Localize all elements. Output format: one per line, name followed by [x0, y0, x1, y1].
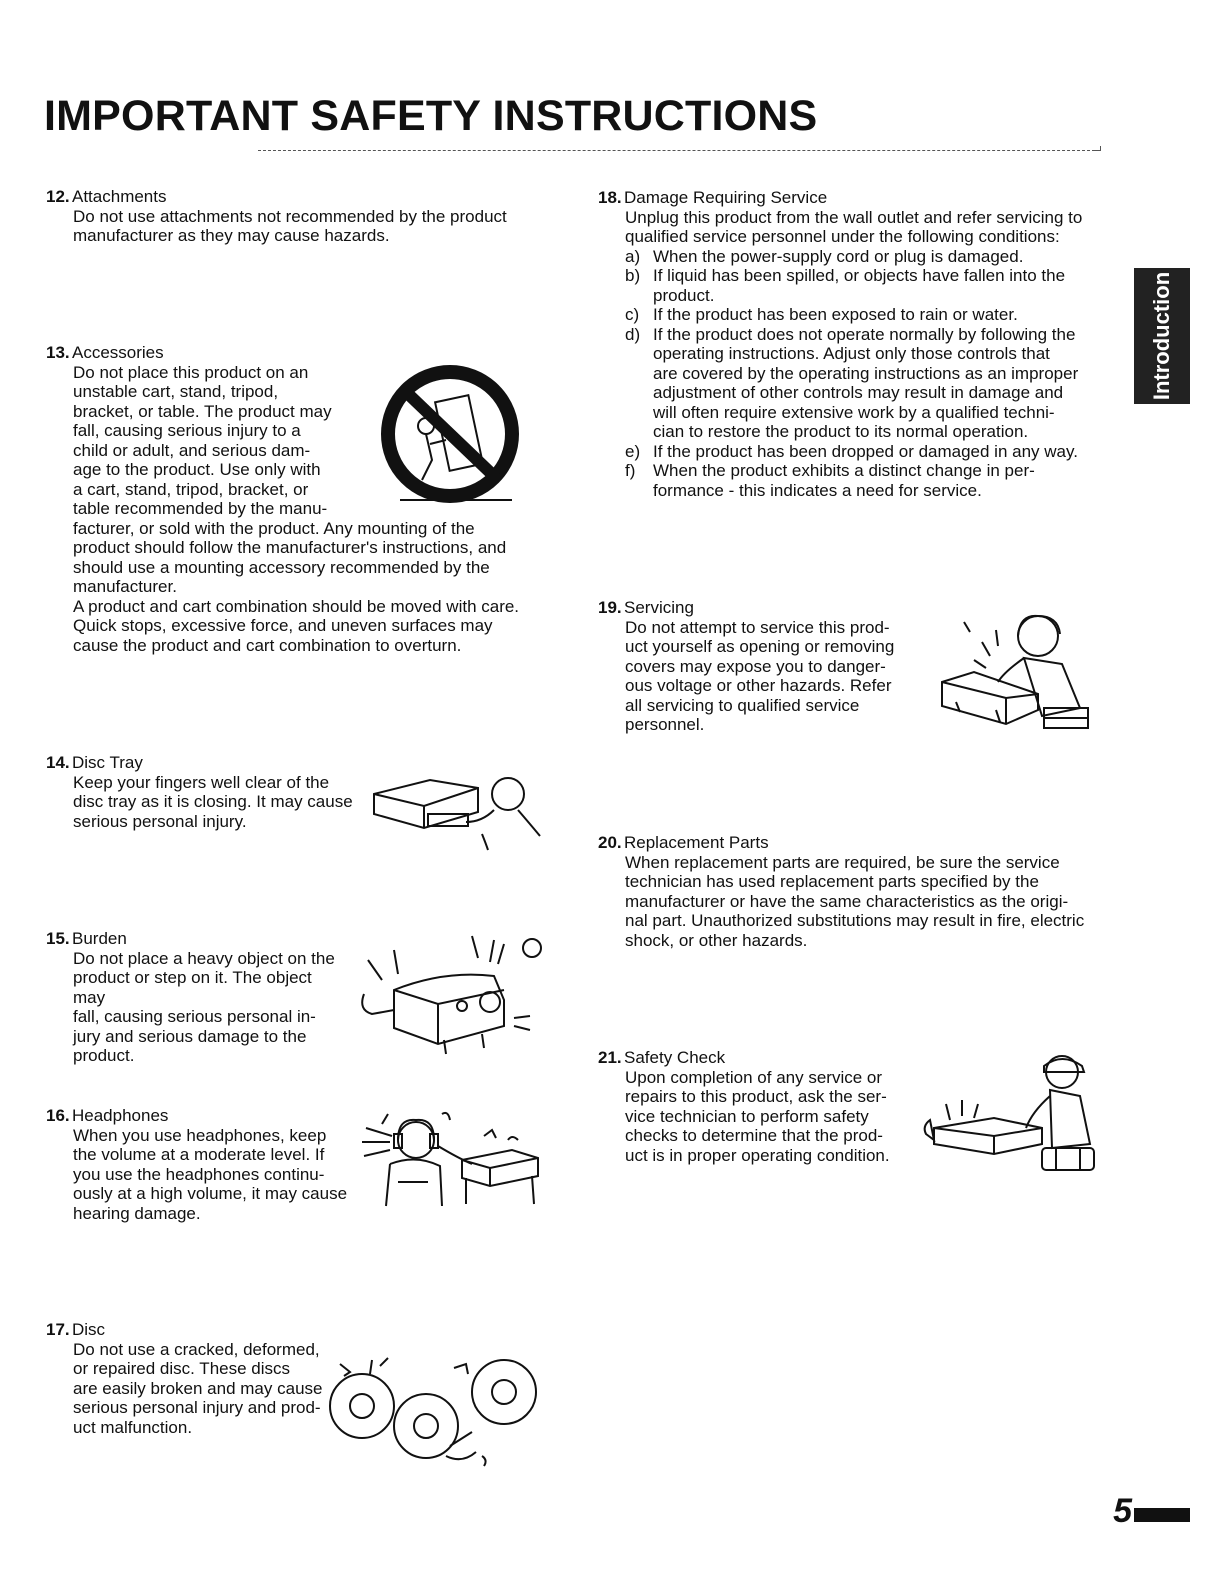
condition-line: When the power-supply cord or plug is damaged. — [653, 246, 1024, 266]
condition-letter: f) — [625, 461, 636, 480]
condition-letter: b) — [625, 266, 641, 285]
item-body — [73, 773, 366, 832]
no-cart-tip-over-icon — [380, 368, 520, 508]
item-line: should use a mounting accessory recommended by the — [73, 557, 490, 577]
condition-line: When the product exhibits a distinct change in per- — [653, 461, 1035, 480]
item-line: qualified service personnel under the following conditions: — [625, 227, 1060, 246]
item-line: Do not place this product on an — [73, 362, 309, 382]
item-line: vice technician to perform safety — [625, 1106, 869, 1126]
item-line: manufacturer or have the same characteristics as the origi- — [625, 891, 1069, 911]
condition-line: product. — [653, 285, 715, 305]
condition-item — [625, 247, 1102, 267]
condition-text — [653, 442, 1078, 462]
cracked-disc-icon — [326, 1356, 546, 1466]
item-line: Do not place a heavy object on the — [73, 948, 335, 968]
disc-tray-finger-icon — [370, 770, 540, 850]
item-line: uct yourself as opening or removing — [625, 637, 895, 656]
item-body — [625, 208, 1102, 501]
item-replacement-parts — [598, 833, 1102, 950]
safety-check-technician-icon — [914, 1056, 1104, 1176]
item-line: serious personal injury. — [73, 811, 247, 831]
item-line: jury and serious damage to the — [73, 1026, 307, 1046]
item-number: 19. — [598, 598, 622, 617]
item-number: 20. — [598, 833, 622, 852]
condition-line: If the product does not operate normally by following the — [653, 324, 1076, 344]
condition-item — [625, 442, 1102, 462]
item-heading-text: Replacement Parts — [624, 833, 769, 852]
item-number: 17. — [46, 1320, 70, 1339]
condition-list — [625, 247, 1102, 501]
item-line: repairs to this product, ask the ser- — [625, 1087, 887, 1106]
item-line: technician has used replacement parts specified by the — [625, 872, 1039, 891]
condition-letter: c) — [625, 305, 640, 324]
condition-line: operating instructions. Adjust only those controls that — [653, 344, 1050, 363]
item-line: ous voltage or other hazards. Refer — [625, 676, 892, 695]
item-servicing — [598, 598, 904, 735]
item-line: are easily broken and may cause — [73, 1378, 323, 1398]
item-line: uct is in proper operating condition. — [625, 1145, 890, 1165]
item-heading — [598, 598, 904, 618]
item-line: table recommended by the manu- — [73, 499, 328, 518]
condition-text — [653, 461, 1035, 500]
item-number: 18. — [598, 188, 622, 207]
item-heading — [46, 343, 546, 363]
item-line: cause the product and cart combination to overturn. — [73, 635, 462, 655]
item-number: 15. — [46, 929, 70, 948]
item-heading — [46, 929, 346, 949]
item-line: shock, or other hazards. — [625, 930, 808, 950]
item-heading-text: Disc — [72, 1320, 106, 1339]
condition-line: formance - this indicates a need for service. — [653, 480, 982, 500]
item-line: Upon completion of any service or — [625, 1067, 883, 1087]
item-burden — [46, 929, 346, 1066]
item-line: child or adult, and serious dam- — [73, 440, 311, 460]
item-line: product or step on it. The object may — [73, 968, 312, 1007]
item-line: hearing damage. — [73, 1203, 201, 1223]
title-rule — [258, 150, 1100, 151]
item-body — [625, 618, 904, 735]
item-body — [625, 853, 1102, 951]
item-heading — [598, 833, 1102, 853]
item-line: facturer, or sold with the product. Any mounting of the — [73, 518, 475, 538]
item-attachments — [46, 187, 546, 246]
item-heading — [46, 753, 366, 773]
condition-item — [625, 325, 1102, 442]
item-heading-text: Headphones — [72, 1106, 169, 1125]
condition-line: will often require extensive work by a qualified techni- — [653, 402, 1055, 422]
condition-text — [653, 305, 1018, 325]
condition-letter: a) — [625, 246, 641, 266]
item-heading-text: Servicing — [624, 598, 694, 617]
item-line: covers may expose you to danger- — [625, 656, 886, 676]
page-number-bar — [1134, 1508, 1190, 1522]
item-line: fall, causing serious injury to a — [73, 421, 301, 440]
item-heading — [46, 187, 546, 207]
item-heading-text: Damage Requiring Service — [624, 188, 828, 207]
item-safety-check — [598, 1048, 904, 1165]
item-heading-text: Disc Tray — [72, 753, 143, 772]
item-line: Do not use attachments not recommended by the product — [73, 206, 507, 226]
item-heading-text: Attachments — [72, 187, 167, 206]
item-line: or repaired disc. These discs — [73, 1359, 291, 1378]
item-line: checks to determine that the prod- — [625, 1126, 883, 1145]
item-body — [625, 1068, 904, 1166]
item-line: ously at a high volume, it may cause — [73, 1184, 348, 1203]
item-disc — [46, 1320, 336, 1437]
item-line: unstable cart, stand, tripod, — [73, 382, 279, 401]
condition-line: If liquid has been spilled, or objects have fallen into the — [653, 266, 1066, 285]
item-line: Do not attempt to service this prod- — [625, 617, 890, 637]
condition-letter: e) — [625, 441, 641, 461]
item-heading — [598, 1048, 904, 1068]
item-line: Keep your fingers well clear of the — [73, 772, 330, 792]
title-rule-end — [1092, 146, 1101, 151]
item-line: fall, causing serious personal in- — [73, 1007, 316, 1026]
item-number: 16. — [46, 1106, 70, 1125]
item-line: product should follow the manufacturer's instructions, and — [73, 538, 507, 557]
item-line: personnel. — [625, 715, 705, 734]
item-line: A product and cart combination should be moved with care. — [73, 596, 520, 616]
condition-line: If the product has been dropped or damaged in any way. — [653, 441, 1078, 461]
item-line: When replacement parts are required, be sure the service — [625, 852, 1060, 872]
item-heading — [46, 1320, 336, 1340]
item-damage-requiring-service — [598, 188, 1102, 500]
condition-text — [653, 325, 1078, 442]
condition-item — [625, 266, 1102, 305]
item-heading-text: Safety Check — [624, 1048, 726, 1067]
item-line: When you use headphones, keep — [73, 1125, 327, 1145]
item-line: Do not use a cracked, deformed, — [73, 1339, 320, 1359]
item-number: 12. — [46, 187, 70, 206]
page-title: IMPORTANT SAFETY INSTRUCTIONS — [44, 92, 818, 140]
item-heading-text: Burden — [72, 929, 127, 948]
condition-line: cian to restore the product to its normal operation. — [653, 422, 1029, 441]
condition-text — [653, 247, 1023, 267]
item-line: manufacturer. — [73, 577, 177, 596]
item-line: product. — [73, 1046, 135, 1065]
item-body — [73, 1126, 356, 1224]
condition-text — [653, 266, 1065, 305]
item-line: all servicing to qualified service — [625, 695, 860, 715]
section-tab — [1134, 268, 1190, 404]
condition-item — [625, 305, 1102, 325]
page-number: 5 — [1113, 1492, 1132, 1530]
item-line: manufacturer as they may cause hazards. — [73, 226, 390, 245]
item-line: serious personal injury and prod- — [73, 1398, 321, 1417]
item-line: bracket, or table. The product may — [73, 401, 332, 421]
item-line: you use the headphones continu- — [73, 1164, 325, 1184]
item-heading — [598, 188, 1102, 208]
condition-line: adjustment of other controls may result in damage and — [653, 383, 1064, 402]
item-line: age to the product. Use only with — [73, 460, 321, 479]
item-headphones — [46, 1106, 356, 1223]
condition-letter: d) — [625, 324, 641, 344]
item-number: 14. — [46, 753, 70, 772]
section-tab-label: Introduction — [1149, 271, 1174, 401]
item-heading-text: Accessories — [72, 343, 164, 362]
item-line: the volume at a moderate level. If — [73, 1145, 325, 1164]
item-number: 13. — [46, 343, 70, 362]
item-disc-tray — [46, 753, 366, 831]
item-body — [73, 949, 346, 1066]
item-line: Quick stops, excessive force, and uneven surfaces may — [73, 616, 493, 635]
heavy-object-burden-icon — [354, 930, 544, 1060]
condition-line: If the product has been exposed to rain or water. — [653, 305, 1018, 324]
item-number: 21. — [598, 1048, 622, 1067]
condition-item — [625, 461, 1102, 500]
item-body — [73, 1340, 336, 1438]
item-heading — [46, 1106, 356, 1126]
item-line: uct malfunction. — [73, 1417, 193, 1437]
servicing-technician-icon — [934, 612, 1104, 742]
item-line: disc tray as it is closing. It may cause — [73, 792, 353, 811]
condition-line: are covered by the operating instructions as an improper — [653, 363, 1079, 383]
item-body — [73, 207, 546, 246]
headphones-listening-icon — [362, 1110, 542, 1210]
item-line: Unplug this product from the wall outlet and refer servicing to — [625, 207, 1083, 227]
item-line: nal part. Unauthorized substitutions may result in fire, electric — [625, 911, 1085, 930]
item-line: a cart, stand, tripod, bracket, or — [73, 479, 309, 499]
